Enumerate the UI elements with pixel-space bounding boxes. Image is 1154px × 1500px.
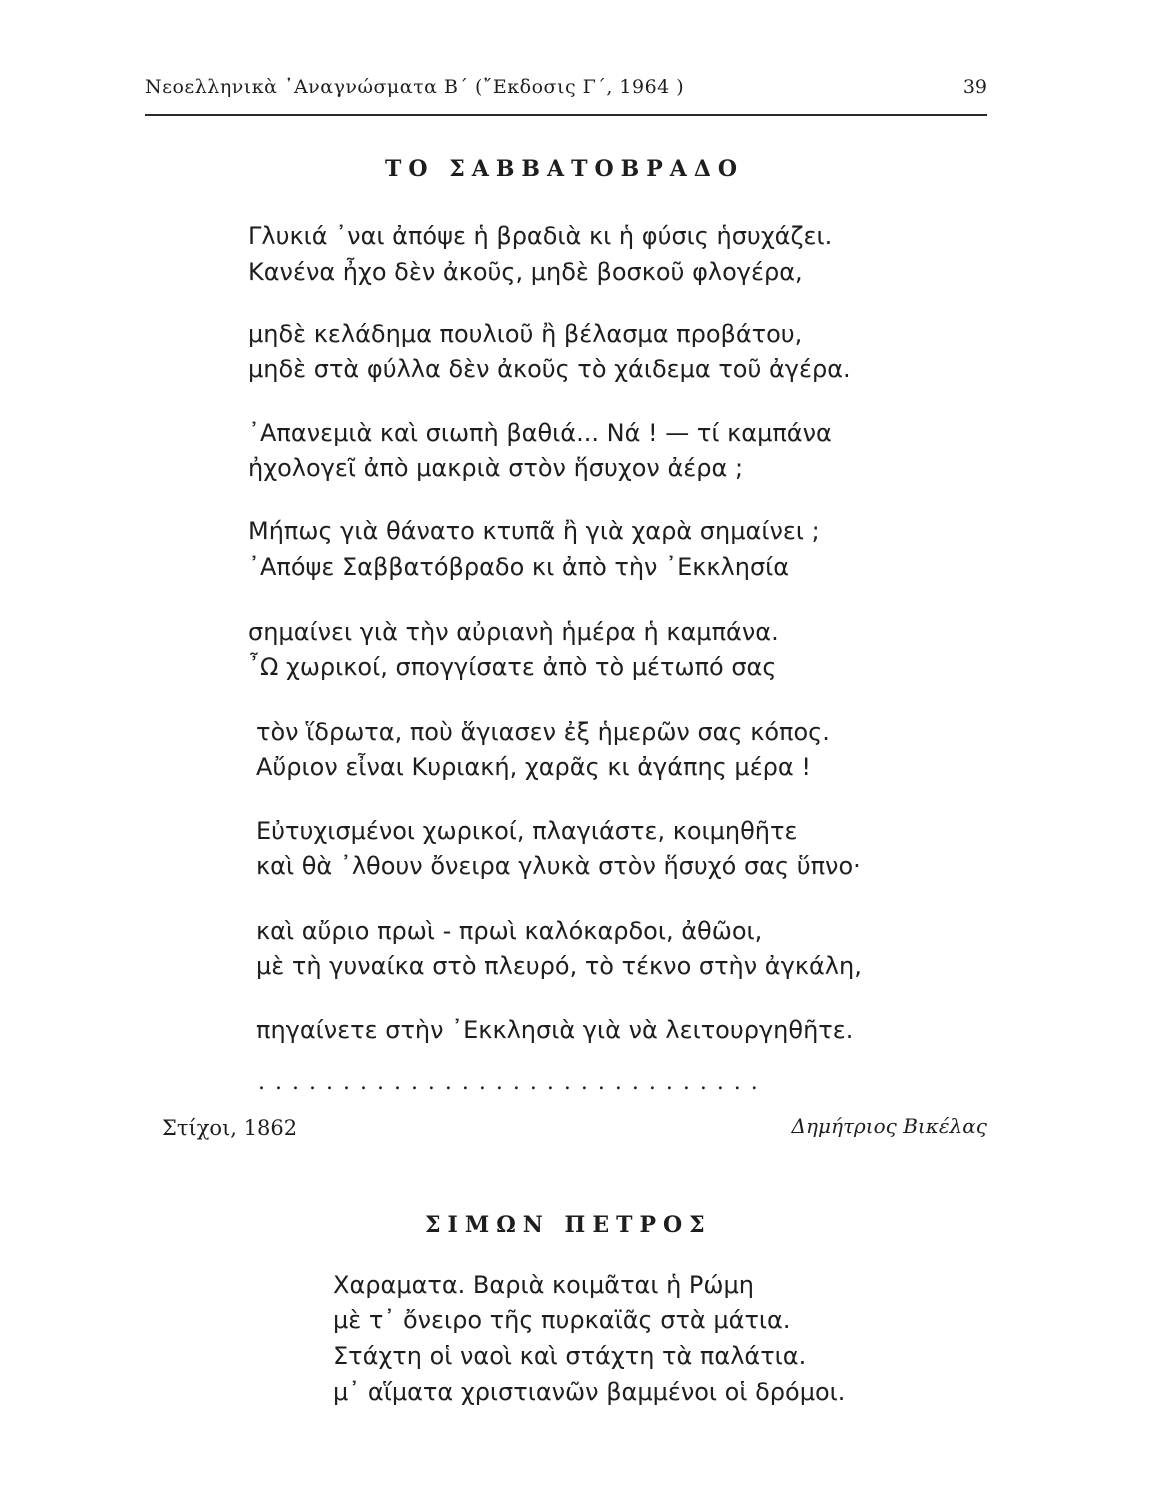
verse-line: μ᾿ αἵματα χριστιανῶν βαμμένοι οἱ δρόμοι. <box>333 1378 846 1406</box>
verse-line: μὲ τ᾿ ὄνειρο τῆς πυρκαϊᾶς στὰ μάτια. <box>333 1306 791 1334</box>
verse-line: μηδὲ κελάδημα πουλιοῦ ἢ βέλασμα προβάτου, <box>248 320 803 348</box>
verse-line: σημαίνει γιὰ τὴν αὐριανὴ ἡμέρα ἡ καμπάνα. <box>248 618 779 646</box>
verse-line: Κανένα ἦχο δὲν ἀκοῦς, μηδὲ βοσκοῦ φλογέρα, <box>248 258 803 286</box>
verse-line: ῏Ω χωρικοί, σπογγίσατε ἀπὸ τὸ μέτωπό σας <box>248 653 777 681</box>
verse-line: καὶ αὔριο πρωὶ - πρωὶ καλόκαρδοι, ἀθῶοι, <box>256 917 763 945</box>
verse-line: ᾿Απανεμιὰ καὶ σιωπὴ βαθιά... Νά ! — τί καμπάνα <box>248 419 832 447</box>
poem-title-simon-petros: ΣΙΜΩΝ ΠΕΤΡΟΣ <box>425 1212 712 1238</box>
verse-line: τὸν ἵδρωτα, ποὺ ἅγιασεν ἐξ ἡμερῶν σας κόπος. <box>256 718 830 746</box>
verse-line: Αὔριον εἶναι Κυριακή, χαρᾶς κι ἀγάπης μέρα ! <box>256 753 811 781</box>
verse-line: μὲ τὴ γυναίκα στὸ πλευρό, τὸ τέκνο στὴν ἀγκάλη, <box>256 952 862 980</box>
verse-line: ᾿Απόψε Σαββατόβραδο κι ἀπὸ τὴν ᾿Εκκλησία <box>248 553 790 581</box>
verse-line: Στάχτη οἱ ναοὶ καὶ στάχτη τὰ παλάτια. <box>333 1342 807 1370</box>
ellipsis-separator: .............................. <box>258 1070 768 1095</box>
verse-line: Γλυκιά ᾿ναι ἀπόψε ἡ βραδιὰ κι ἡ φύσις ἡσυχάζει. <box>248 222 833 250</box>
verse-line: Μήπως γιὰ θάνατο κτυπᾶ ἢ γιὰ χαρὰ σημαίνει ; <box>248 517 820 545</box>
page-header <box>145 72 987 116</box>
poem-author: Δημήτριος Βικέλας <box>791 1114 987 1138</box>
verse-line: Εὐτυχισμένοι χωρικοί, πλαγιάστε, κοιμηθῆτε <box>256 817 798 845</box>
poem-title-savvatovrado: ΤΟ ΣΑΒΒΑΤΟΒΡΑΔΟ <box>385 156 745 182</box>
verse-line: ἠχολογεῖ ἀπὸ μακριὰ στὸν ἥσυχον ἀέρα ; <box>248 454 744 482</box>
running-head: Νεοελληνικὰ ᾿Αναγνώσματα Β΄ (῎Εκδοσις Γ΄, 1964 ) <box>145 76 685 98</box>
verse-line: μηδὲ στὰ φύλλα δὲν ἀκοῦς τὸ χάιδεμα τοῦ ἀγέρα. <box>248 355 851 383</box>
verse-line: Χαραματα. Βαριὰ κοιμᾶται ἡ Ρώμη <box>333 1271 754 1299</box>
page-number: 39 <box>962 76 987 98</box>
poem-source: Στίχοι, 1862 <box>162 1116 298 1140</box>
verse-line: καὶ θὰ ᾿λθουν ὄνειρα γλυκὰ στὸν ἥσυχό σας ὕπνο· <box>256 852 861 880</box>
verse-line: πηγαίνετε στὴν ᾿Εκκλησιὰ γιὰ νὰ λειτουργηθῆτε. <box>256 1016 854 1044</box>
